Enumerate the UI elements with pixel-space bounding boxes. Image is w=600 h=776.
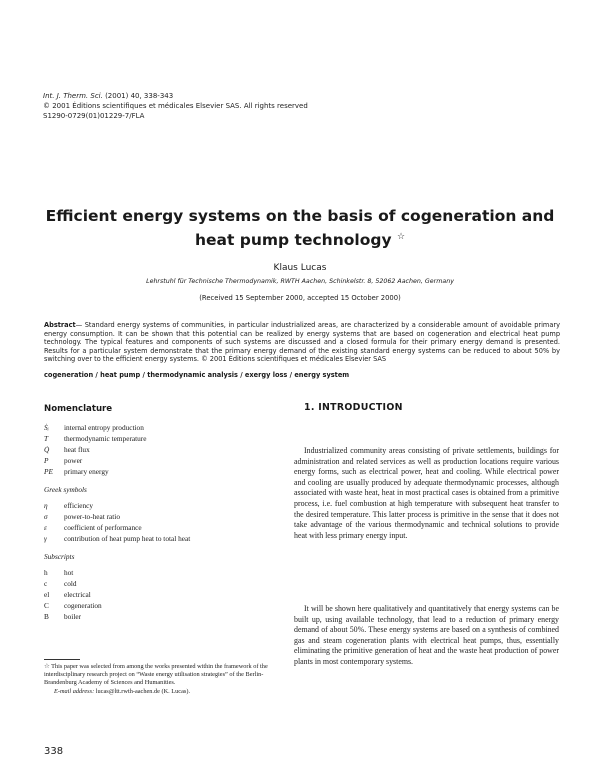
intro-paragraph-1 [294, 446, 559, 541]
journal-volume: (2001) 40, 338-343 [105, 92, 174, 100]
nomenclature-row [44, 433, 274, 444]
copyright-line: © 2001 Éditions scientifiques et médicales Elsevier SAS. All rights reserved [43, 102, 308, 110]
symbol-description: hot [64, 568, 74, 577]
symbol: C [44, 601, 49, 610]
abstract-text: — Standard energy systems of communities, in particular industrialized areas, are characterized by a considerable amount of avoidable primary energy consumption. It can be shown that this potential can be realized by energy systems that are based on cogeneration and electrical heat pump technology. The typical features and components of such systems are discussed and a closed formula for their primary energy demand is presented. Results for a particular system demonstrate that the primary energy demand of the existing standard energy systems can be reduced to about 50% by switching over to the efficient energy systems. © 2001 Éditions scientifiques et médicales Elsevier SAS [44, 321, 560, 363]
symbol-description: internal entropy production [64, 423, 144, 432]
symbol-description: power-to-heat ratio [64, 512, 120, 521]
symbol-description: contribution of heat pump heat to total heat [64, 534, 191, 543]
email-label: E-mail address: [54, 687, 95, 695]
symbol-description: thermodynamic temperature [64, 434, 147, 443]
nomenclature-row [44, 611, 274, 622]
nomenclature-row [44, 533, 274, 544]
nomenclature-row [44, 444, 274, 455]
symbol-description: electrical [64, 590, 91, 599]
symbol: T [44, 434, 49, 443]
star-footnote-icon: ☆ [396, 232, 406, 242]
symbol-description: heat flux [64, 445, 90, 454]
footnote-divider [44, 659, 80, 660]
intro-paragraph-2 [294, 604, 559, 668]
symbol: Ṡᵢ [44, 423, 49, 432]
journal-citation [43, 91, 308, 121]
nomenclature-row [44, 466, 274, 477]
symbol: PE [44, 467, 53, 476]
keywords: cogeneration / heat pump / thermodynamic analysis / exergy loss / energy system [44, 371, 350, 379]
abstract [44, 321, 560, 364]
symbol: Q̇ [44, 445, 50, 454]
nomenclature-row [44, 522, 274, 533]
symbol: h [44, 568, 48, 577]
symbol: B [44, 612, 49, 621]
abstract-label: Abstract [44, 321, 76, 329]
symbol: c [44, 579, 48, 588]
nomenclature-row [44, 422, 274, 433]
email-address[interactable]: lucas@ltt.rwth-aachen.de (K. Lucas). [95, 687, 191, 695]
author-name: Klaus Lucas [273, 263, 327, 273]
nomenclature-heading: Nomenclature [44, 404, 113, 414]
symbol: ε [44, 523, 47, 532]
nomenclature-row [44, 578, 274, 589]
nomenclature-row [44, 589, 274, 600]
nomenclature-row [44, 600, 274, 611]
footnote [44, 663, 284, 696]
subscripts-heading: Subscripts [44, 552, 75, 561]
nomenclature-row [44, 567, 274, 578]
symbol: el [44, 590, 50, 599]
journal-name: Int. J. Therm. Sci. [43, 92, 103, 100]
doi-line: S1290-0729(01)01229-7/FLA [43, 112, 145, 120]
symbol-description: power [64, 456, 83, 465]
symbol-description: cold [64, 579, 77, 588]
title-line-2: heat pump technology [194, 231, 392, 250]
paragraph-text: Industrialized community areas consisting of private settlements, buildings for administration and related services as well as production locations require various energy forms, such as electrical power, heat and cooling. While electrical power and cooling are usually produced by adequate thermodynamic processes, although associated with waste heat, heat in most practical cases is obtained from a primitive process, i.e. fuel combustion at high temperature with subsequent heat transfer to the desired temperature. This latter process is primitive in the sense that it does not take advantage of the various thermodynamic and technical solutions to provide heat with less primary energy input. [294, 446, 559, 540]
footnote-text: ☆ This paper was selected from among the works presented within the framework of the interdisciplinary research project on “Waste energy utilisation strategies” of the Berlin-Brandenburg Academy of Sciences and Humanities. [44, 663, 268, 687]
nomenclature-list [44, 422, 274, 622]
symbol-description: boiler [64, 612, 82, 621]
nomenclature-row [44, 500, 274, 511]
symbol: σ [44, 512, 48, 521]
paragraph-text: It will be shown here qualitatively and quantitatively that energy systems can be built up, using available technology, that lead to a reduction of primary energy demand of about 50%. These energy systems are based on a synthesis of combined gas and steam cogeneration plants with electrical heat pumps, thus, essentially eliminating the primitive generation of heat and the waste heat production of power plants in most contemporary systems. [294, 604, 559, 666]
nomenclature-row [44, 455, 274, 466]
symbol-description: cogeneration [64, 601, 102, 610]
title-line-1: Efficient energy systems on the basis of cogeneration and [45, 207, 555, 225]
symbol: P [44, 456, 49, 465]
symbol-description: primary energy [64, 467, 109, 476]
symbol-description: efficiency [64, 501, 94, 510]
author-affiliation: Lehrstuhl für Technische Thermodynamik, RWTH Aachen, Schinkelstr. 8, 52062 Aachen, Germany [146, 278, 454, 285]
paper-title [40, 206, 560, 251]
symbol: γ [44, 534, 47, 543]
symbol-description: coefficient of performance [64, 523, 142, 532]
greek-symbols-heading: Greek symbols [44, 485, 87, 494]
section-heading: 1. INTRODUCTION [304, 402, 403, 413]
symbol: η [44, 501, 48, 510]
page-number: 338 [44, 746, 64, 757]
received-dates: (Received 15 September 2000, accepted 15 October 2000) [199, 294, 401, 302]
nomenclature-row [44, 511, 274, 522]
